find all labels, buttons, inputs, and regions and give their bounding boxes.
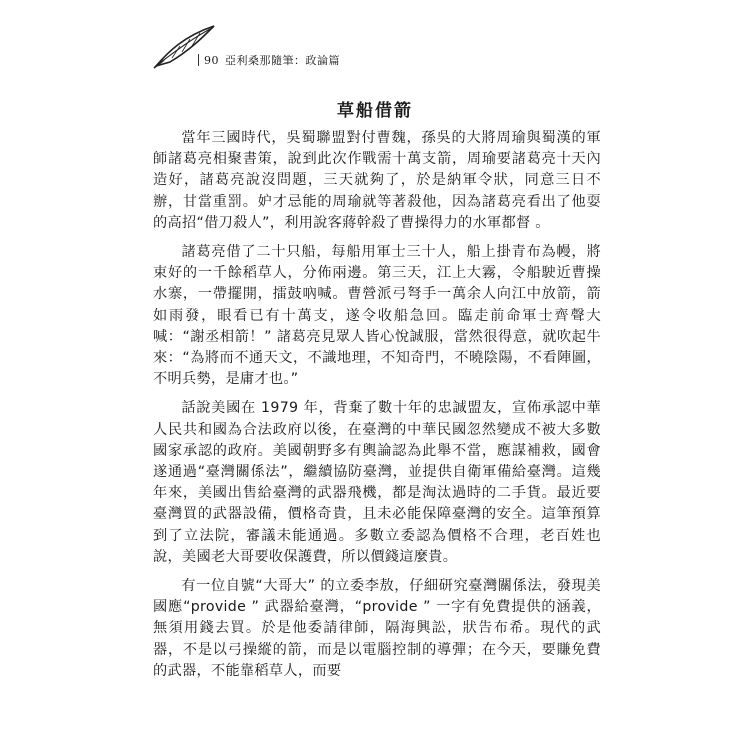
paragraph: 有一位自號“大哥大” 的立委李敖，仔細研究臺灣關係法，發現美國應“provide ” 武器給臺灣，“provide ” 一字有免費提供的涵義，無須用錢去買。於是他委請律師，隔海興訟，狀告布希。現代的武器，不是以弓操縱的箭，而是以電腦控制的導彈；在今天，要賺免費的武器，不能靠稻草人，而要 [153,578,601,679]
book-title: 亞利桑那隨筆：政論篇 [225,54,340,67]
header-text [198,52,340,68]
paragraph: 諸葛亮借了二十只船，每船用軍士三十人，船上掛青布為幔，將束好的一千餘稻草人，分佈兩邊。第三天，江上大霧，令船駛近曹操水寨，一帶擺開，擂鼓吶喊。曹營派弓弩手一萬余人向江中放箭，箭如雨發，眼看已有十萬支，遂令收船急回。臨走前命軍士齊聲大喊：“謝丞相箭！” 諸葛亮見眾人皆心悅誠服，當然很得意，就吹起牛來：“為將而不通天文，不識地理，不知奇門，不曉陰陽，不看陣圖，不明兵勢，是庸才也。” [153,244,601,388]
paragraph: 當年三國時代，吳蜀聯盟對付曹魏，孫吳的大將周瑜與蜀漢的軍師諸葛亮相聚書策，說到此次作戰需十萬支箭，周瑜要諸葛亮十天內造好，諸葛亮說沒問題，三天就夠了，於是納軍令狀，同意三日不辦，甘當重罰。妒才忌能的周瑜就等著殺他，因為諸葛亮看出了他耍的高招“借刀殺人”，利用說客蔣幹殺了曹操得力的水軍都督 。 [153,130,601,231]
article-title: 草船借箭 [337,101,413,121]
page-number: 90 [204,54,219,67]
header-separator [198,54,199,66]
paragraph: 話說美國在 1979 年，背棄了數十年的忠誠盟友，宣佈承認中華人民共和國為合法政府以後，在臺灣的中華民國忽然變成不被大多數國家承認的政府。美國朝野多有輿論認為此舉不當，應謀補救，國會遂通過“臺灣關係法”，繼續協防臺灣，並提供自衛軍備給臺灣。這幾年來，美國出售給臺灣的武器飛機，都是淘汰過時的二手貨。最近要臺灣買的武器設備，價格奇貴，且未必能保障臺灣的安全。這筆預算到了立法院，審議未能通過。多數立委認為價格不合理，老百姓也說，美國老大哥要收保護費，所以價錢這麼貴。 [153,400,601,565]
article-body [153,128,601,690]
running-header [150,22,570,72]
